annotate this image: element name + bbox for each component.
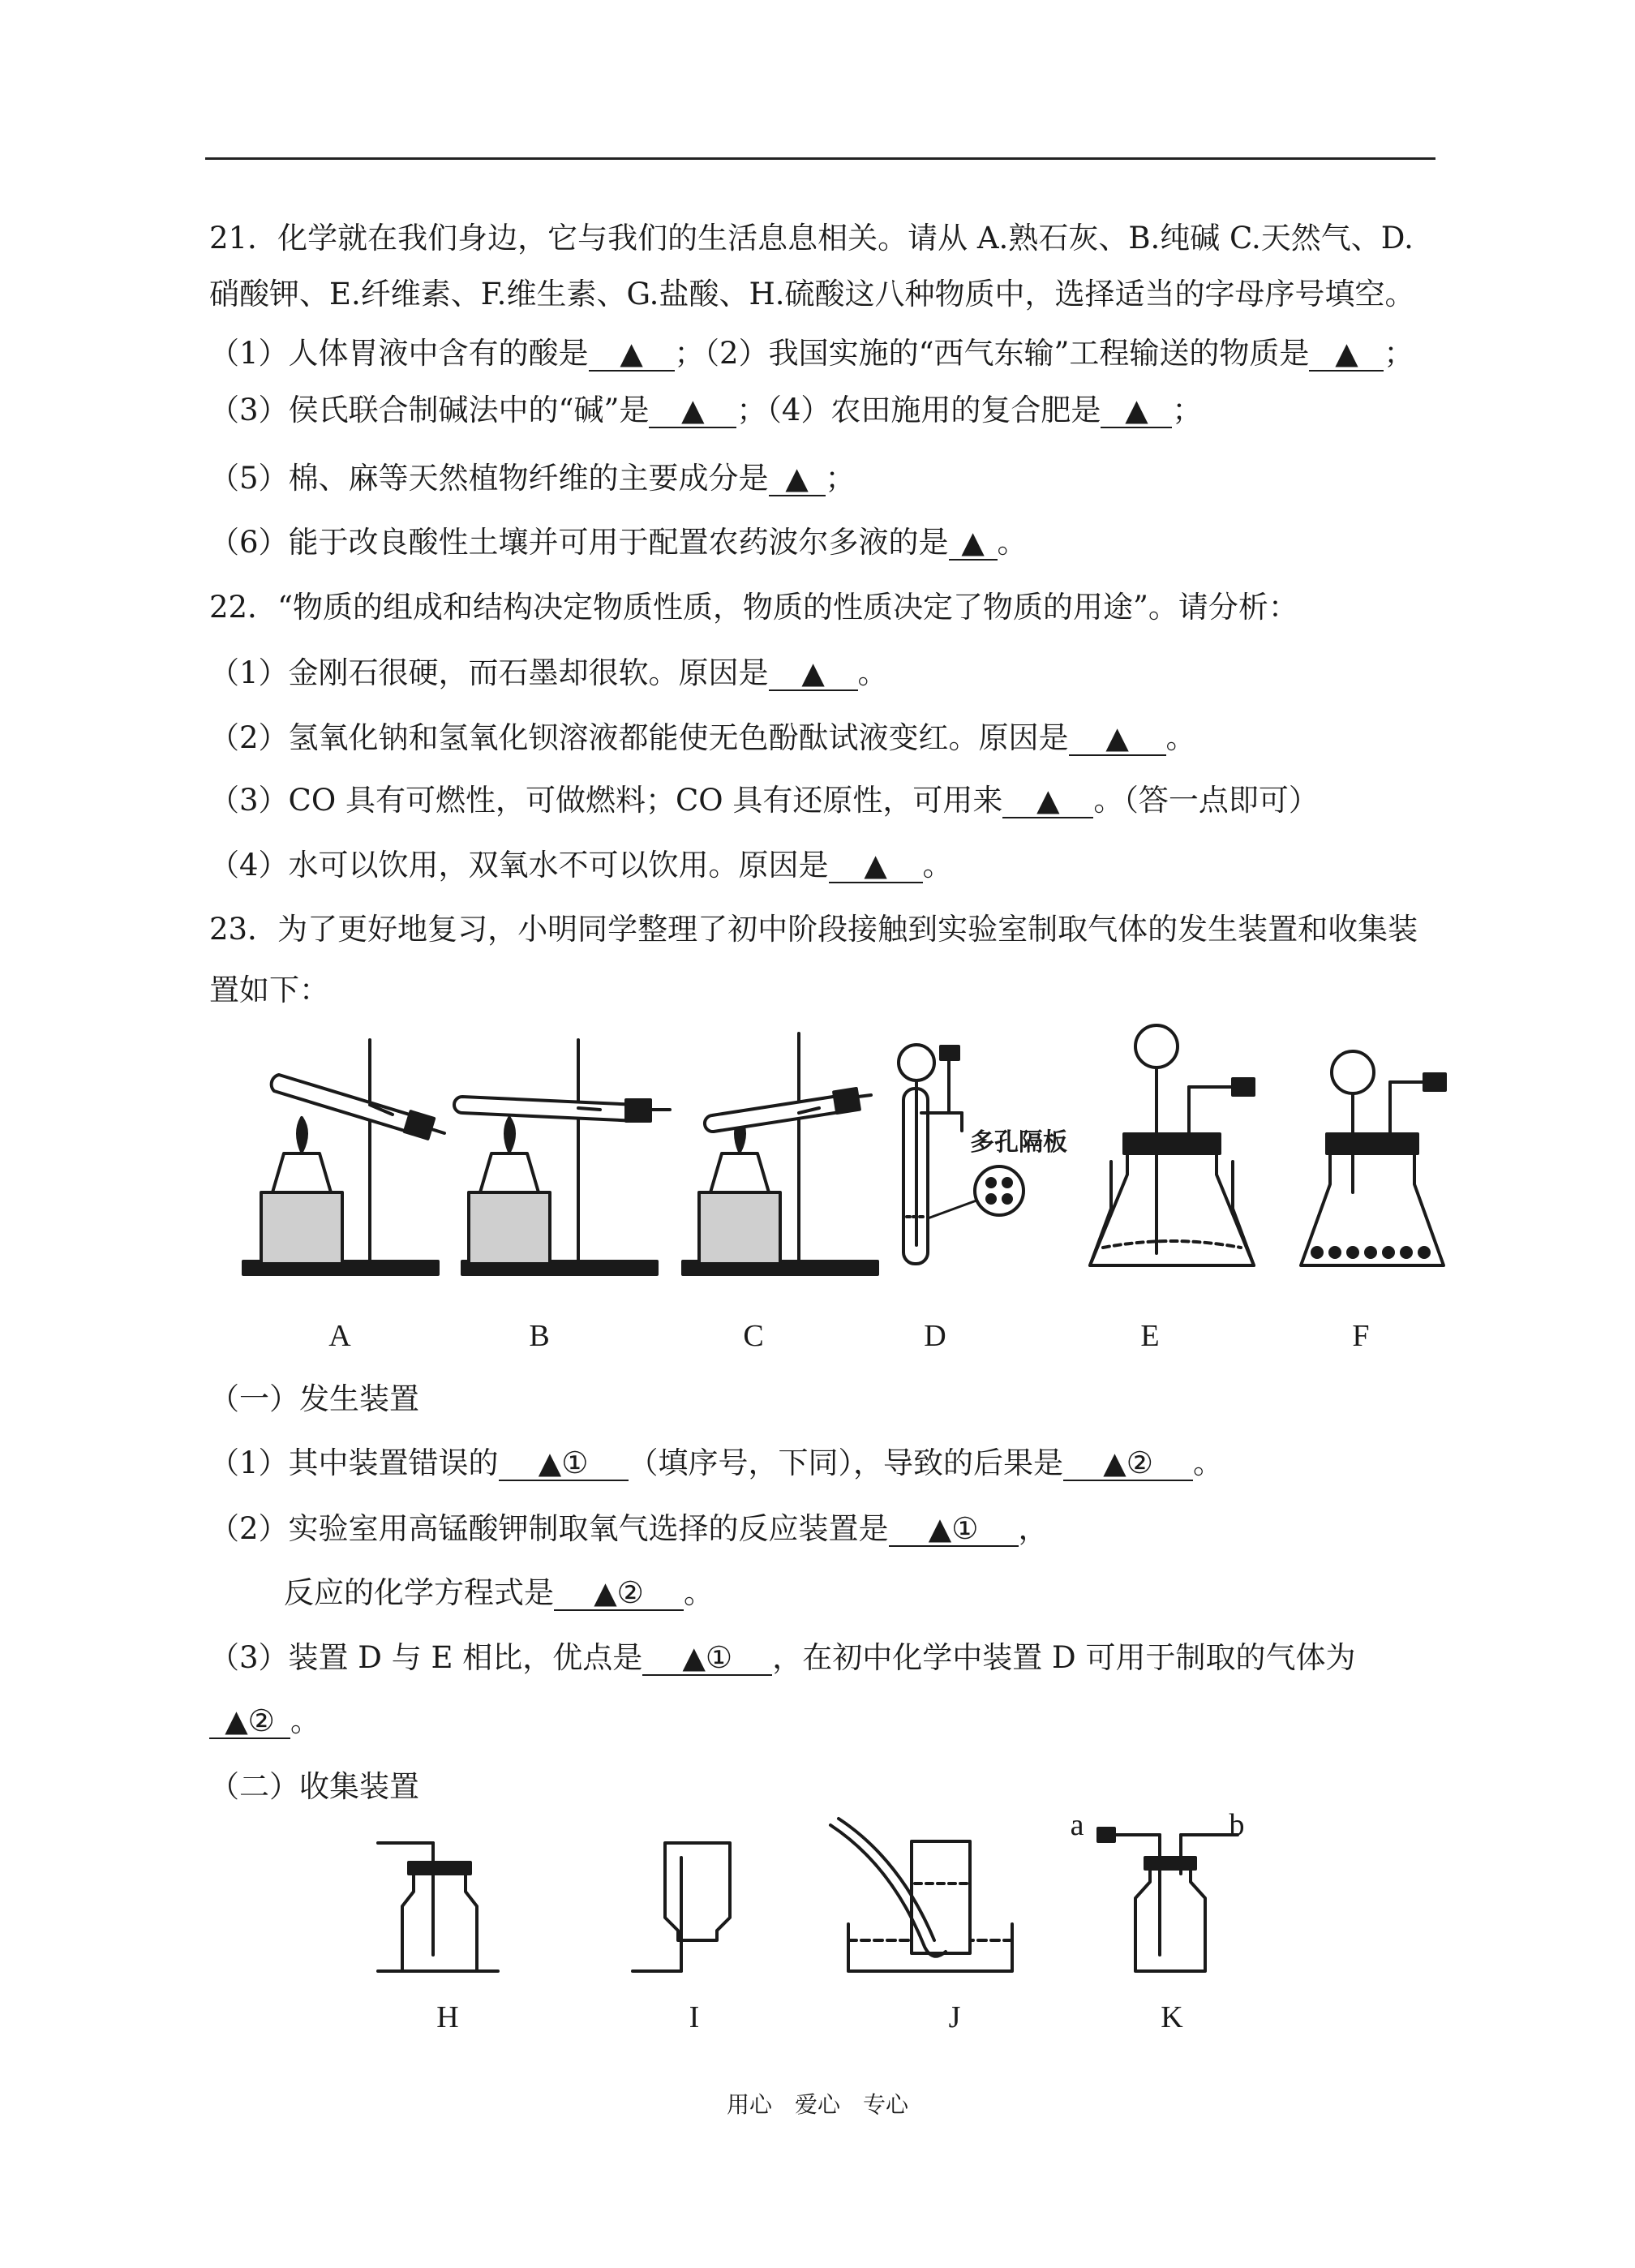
- apparatus-j: [830, 1819, 1012, 1971]
- q23-stem-line-2: 置如下：: [209, 973, 329, 1007]
- q23-stem-line-1: 23．为了更好地复习，小明同学整理了初中阶段接触到实验室制取气体的发生装置和收集装: [209, 912, 1418, 947]
- q23-gen-part-1: （1）其中装置错误的 ▲① （填序号，下同），导致的后果是 ▲② 。: [209, 1445, 1224, 1480]
- apparatus-c: [683, 1033, 878, 1274]
- q23-gen-part-3: （3）装置 D 与 E 相比，优点是 ▲① ，在初中化学中装置 D 可用于制取的气体为: [209, 1640, 1356, 1675]
- port-b-label: b: [1229, 1808, 1245, 1842]
- porous-plate-label: 多孔隔板: [970, 1128, 1067, 1157]
- apparatus-b: [454, 1040, 670, 1274]
- q21-part-5: （5）棉、麻等天然植物纤维的主要成分是 ▲ ；: [209, 461, 856, 496]
- q21-part-1-2: （1）人体胃液中含有的酸是 ▲ ；（2）我国实施的“西气东输”工程输送的物质是 ▲ ；: [209, 336, 1414, 371]
- q23-gen-part-2: （2）实验室用高锰酸钾制取氧气选择的反应装置是 ▲① ，: [209, 1511, 1049, 1546]
- label-i: I: [689, 2000, 700, 2034]
- q21-stem-line-1: 21．化学就在我们身边，它与我们的生活息息相关。请从 A.熟石灰、B.纯碱 C.天然气、D.: [209, 221, 1414, 256]
- q23-gen-part-2-equation: 反应的化学方程式是 ▲② 。: [284, 1575, 714, 1610]
- apparatus-i: [633, 1843, 730, 1971]
- answer-blank[interactable]: ▲: [1309, 337, 1384, 372]
- answer-blank[interactable]: ▲: [589, 337, 675, 372]
- q21-part-6: （6）能于改良酸性土壤并可用于配置农药波尔多液的是 ▲ 。: [209, 525, 1028, 560]
- label-b: B: [529, 1319, 550, 1353]
- label-k: K: [1161, 2000, 1183, 2034]
- section-collection-heading: （二）收集装置: [209, 1769, 419, 1804]
- label-d: D: [924, 1319, 946, 1353]
- answer-blank[interactable]: ▲: [829, 849, 923, 883]
- q23-gen-part-3-cont: ▲② 。: [209, 1703, 320, 1739]
- answer-blank[interactable]: ▲: [769, 657, 858, 691]
- port-a-label: a: [1070, 1808, 1084, 1842]
- answer-blank[interactable]: ▲: [769, 462, 826, 496]
- answer-blank[interactable]: ▲: [1002, 784, 1093, 818]
- page-footer: 用心 爱心 专心: [726, 2091, 908, 2118]
- apparatus-f: [1301, 1051, 1445, 1265]
- answer-blank[interactable]: ▲②: [1063, 1447, 1193, 1481]
- q21-stem-line-2: 硝酸钾、E.纤维素、F.维生素、G.盐酸、H.硫酸这八种物质中，选择适当的字母序号填空。: [209, 277, 1415, 311]
- apparatus-k: [1098, 1828, 1238, 1971]
- answer-blank[interactable]: ▲①: [642, 1642, 772, 1676]
- q21-part-3-4: （3）侯氏联合制碱法中的“碱”是 ▲ ；（4）农田施用的复合肥是 ▲ ；: [209, 393, 1203, 427]
- q22-part-2: （2）氢氧化钠和氢氧化钡溶液都能使无色酚酞试液变红。原因是 ▲ 。: [209, 720, 1196, 755]
- section-generation-heading: （一）发生装置: [209, 1381, 419, 1416]
- answer-blank[interactable]: ▲: [1069, 722, 1166, 756]
- label-j: J: [948, 2000, 961, 2034]
- q22-part-4: （4）水可以饮用，双氧水不可以饮用。原因是 ▲ 。: [209, 848, 953, 883]
- q22-part-1: （1）金刚石很硬，而石墨却很软。原因是 ▲ 。: [209, 655, 888, 690]
- apparatus-a: [243, 1040, 444, 1274]
- apparatus-h: [378, 1843, 498, 1971]
- q22-part-3: （3）CO 具有可燃性，可做燃料；CO 具有还原性，可用来 ▲ 。（答一点即可）: [209, 783, 1319, 818]
- label-f: F: [1352, 1319, 1370, 1353]
- label-e: E: [1140, 1319, 1160, 1353]
- label-a: A: [328, 1319, 351, 1353]
- label-h: H: [436, 2000, 459, 2034]
- label-c: C: [743, 1319, 764, 1353]
- answer-blank[interactable]: ▲: [1101, 394, 1172, 428]
- answer-blank[interactable]: ▲②: [554, 1577, 684, 1611]
- answer-blank[interactable]: ▲: [649, 394, 736, 428]
- q22-stem: 22．“物质的组成和结构决定物质性质，物质的性质决定了物质的用途”。请分析：: [209, 590, 1298, 625]
- answer-blank[interactable]: ▲: [949, 526, 998, 561]
- answer-blank[interactable]: ▲①: [499, 1447, 629, 1481]
- answer-blank[interactable]: ▲②: [209, 1705, 290, 1739]
- answer-blank[interactable]: ▲①: [889, 1513, 1019, 1547]
- apparatus-e: [1090, 1025, 1254, 1265]
